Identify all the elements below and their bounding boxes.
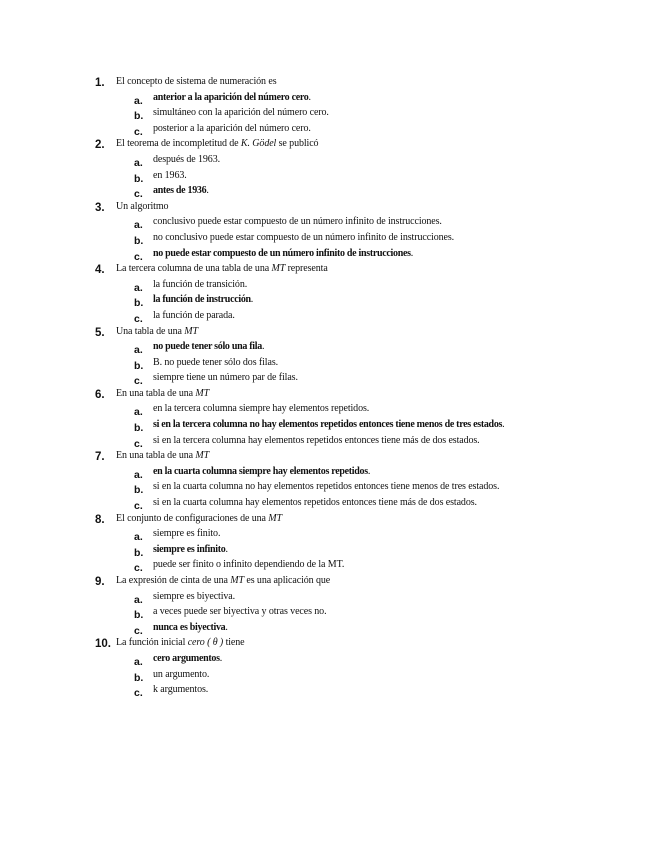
option-a xyxy=(0,528,655,544)
option-b xyxy=(0,107,655,123)
question-1 xyxy=(0,76,655,138)
question-text-math: cero ( θ ) xyxy=(187,637,224,649)
option-c xyxy=(0,497,655,513)
option-text xyxy=(153,435,480,446)
option-text-main: en la tercera columna siempre hay elementos repetidos. xyxy=(153,403,370,415)
option-letter: b. xyxy=(134,297,144,310)
question-number: 1. xyxy=(95,77,105,89)
option-text-main: puede ser finito o infinito dependiendo de la MT. xyxy=(153,559,345,571)
question-text xyxy=(116,263,328,274)
option-letter: c. xyxy=(134,500,143,513)
option-text-period: . xyxy=(502,419,505,431)
question-text-math: MT xyxy=(195,387,210,399)
option-a xyxy=(0,466,655,482)
question-stem xyxy=(0,388,655,404)
option-letter: a. xyxy=(134,281,143,294)
option-letter: a. xyxy=(134,344,143,357)
question-stem xyxy=(0,76,655,92)
question-text-math: MT xyxy=(230,575,244,586)
option-letter: a. xyxy=(134,406,143,419)
option-text-main: simultáneo con la aparición del número cero. xyxy=(153,107,329,119)
option-letter: b. xyxy=(134,546,144,559)
option-text xyxy=(153,528,220,539)
option-a xyxy=(0,279,655,295)
question-text-pre: La expresión de cinta de una xyxy=(116,575,231,586)
question-text-pre: En una tabla de una xyxy=(116,387,196,399)
option-letter: c. xyxy=(134,687,143,700)
option-text-main: B. no puede tener sólo dos filas. xyxy=(153,356,279,368)
option-a xyxy=(0,216,655,232)
option-text xyxy=(153,497,477,508)
question-stem xyxy=(0,263,655,279)
option-letter: b. xyxy=(134,484,144,497)
option-b xyxy=(0,357,655,373)
option-b xyxy=(0,419,655,435)
option-text xyxy=(153,279,247,290)
option-text-main: la función de transición. xyxy=(153,278,248,290)
question-number: 2. xyxy=(95,139,105,152)
question-text-pre: Un algoritmo xyxy=(116,200,169,212)
question-text xyxy=(116,513,282,524)
option-text-main: si en la tercera columna no hay elementos repetidos entonces tiene menos de tres estados xyxy=(153,419,503,431)
question-stem xyxy=(0,201,655,217)
option-letter: a. xyxy=(134,156,143,169)
option-text xyxy=(153,481,499,492)
option-b xyxy=(0,294,655,310)
option-c xyxy=(0,185,655,201)
option-b xyxy=(0,544,655,560)
question-number: 10. xyxy=(95,638,111,651)
option-text xyxy=(153,216,442,227)
question-text-pre: La función inicial xyxy=(116,637,188,649)
quiz-document xyxy=(0,76,655,700)
option-letter: b. xyxy=(134,671,144,684)
option-letter: c. xyxy=(134,375,143,388)
question-text xyxy=(116,637,245,648)
option-c xyxy=(0,248,655,264)
question-9 xyxy=(0,575,655,637)
option-text xyxy=(153,372,298,383)
option-letter: a. xyxy=(134,468,143,481)
option-text xyxy=(153,606,326,617)
option-text-main: un argumento. xyxy=(153,668,210,680)
question-10 xyxy=(0,637,655,699)
option-text xyxy=(153,123,311,134)
option-letter: c. xyxy=(134,437,143,450)
option-a xyxy=(0,653,655,669)
question-4 xyxy=(0,263,655,325)
question-text xyxy=(116,201,168,212)
question-text-pre: La tercera columna de una tabla de una xyxy=(116,263,272,275)
option-a xyxy=(0,154,655,170)
option-text xyxy=(153,154,220,165)
option-text-main: después de 1963. xyxy=(153,153,220,165)
option-text-main: si en la cuarta columna no hay elementos repetidos entonces tiene menos de tres estados. xyxy=(153,481,500,493)
option-c xyxy=(0,372,655,388)
option-text-period: . xyxy=(206,185,209,197)
option-text-period: . xyxy=(261,341,265,353)
question-text-math: MT xyxy=(184,325,198,337)
option-letter: c. xyxy=(134,250,143,263)
option-text-main: si en la cuarta columna hay elementos repetidos entonces tiene más de dos estados. xyxy=(153,497,477,509)
question-8 xyxy=(0,513,655,575)
option-letter: b. xyxy=(134,110,144,123)
question-text-post: representa xyxy=(285,263,328,275)
option-text xyxy=(153,591,235,602)
question-text xyxy=(116,76,277,87)
option-letter: a. xyxy=(134,593,143,606)
question-text xyxy=(116,138,318,149)
option-text-period: . xyxy=(367,465,371,477)
option-b xyxy=(0,481,655,497)
option-text-correct xyxy=(153,466,370,477)
question-text-math: MT xyxy=(271,263,286,275)
option-text-correct xyxy=(153,294,253,305)
option-text-main: antes de 1936 xyxy=(153,185,207,197)
question-stem xyxy=(0,450,655,466)
question-text xyxy=(116,450,209,461)
option-text-correct xyxy=(153,544,228,555)
question-text xyxy=(116,388,209,399)
option-text xyxy=(153,559,344,570)
option-text xyxy=(153,669,209,680)
option-text-period: . xyxy=(219,652,222,664)
option-c xyxy=(0,559,655,575)
question-number: 3. xyxy=(95,201,105,214)
option-text-correct xyxy=(153,622,228,633)
question-text xyxy=(116,326,198,337)
question-text-post: se publicó xyxy=(276,138,319,150)
question-6 xyxy=(0,388,655,450)
question-3 xyxy=(0,201,655,263)
option-text xyxy=(153,310,235,321)
question-stem xyxy=(0,326,655,342)
question-number: 8. xyxy=(95,513,105,526)
option-text-correct xyxy=(153,653,222,664)
option-a xyxy=(0,591,655,607)
option-c xyxy=(0,435,655,451)
option-text-main: siempre es infinito xyxy=(153,543,226,555)
option-text-period: . xyxy=(308,91,311,103)
option-text xyxy=(153,232,454,243)
option-text-correct xyxy=(153,248,413,259)
option-text-main: siempre es biyectiva. xyxy=(153,590,236,602)
option-text-main: en la cuarta columna siempre hay elementos repetidos xyxy=(153,465,368,477)
option-a xyxy=(0,92,655,108)
question-number: 7. xyxy=(95,451,105,464)
question-number: 6. xyxy=(95,388,105,401)
option-a xyxy=(0,403,655,419)
question-text-pre: En una tabla de una xyxy=(116,450,196,462)
question-text-post: tiene xyxy=(223,637,245,649)
option-b xyxy=(0,170,655,186)
option-text-main: nunca es biyectiva xyxy=(153,621,226,633)
question-number: 5. xyxy=(95,326,105,339)
question-stem xyxy=(0,513,655,529)
question-text xyxy=(116,575,330,586)
option-text-main: siempre es finito. xyxy=(153,528,221,540)
option-text xyxy=(153,403,369,414)
question-number: 4. xyxy=(95,264,105,277)
question-text-pre: El concepto de sistema de numeración es xyxy=(116,76,277,87)
option-text-period: . xyxy=(250,294,253,306)
option-text xyxy=(153,357,278,368)
option-letter: a. xyxy=(134,94,143,107)
question-stem xyxy=(0,138,655,154)
option-letter: b. xyxy=(134,359,144,372)
option-text-correct xyxy=(153,185,209,196)
option-a xyxy=(0,341,655,357)
option-letter: c. xyxy=(134,125,143,138)
option-text-main: k argumentos. xyxy=(153,684,209,696)
option-text-period: . xyxy=(225,543,228,555)
option-letter: b. xyxy=(134,422,144,435)
option-letter: b. xyxy=(134,234,144,247)
option-letter: b. xyxy=(134,172,144,185)
option-letter: a. xyxy=(134,655,143,668)
option-c xyxy=(0,622,655,638)
option-c xyxy=(0,310,655,326)
option-text-main: no puede tener sólo una fila xyxy=(153,341,262,353)
question-number: 9. xyxy=(95,576,105,588)
option-text xyxy=(153,170,187,181)
option-text-main: la función de parada. xyxy=(153,309,235,321)
question-5 xyxy=(0,326,655,388)
option-text-correct xyxy=(153,92,311,103)
question-text-math: MT xyxy=(195,450,210,462)
option-text-period: . xyxy=(225,621,228,633)
option-text xyxy=(153,684,208,695)
question-text-pre: El conjunto de configuraciones de una xyxy=(116,512,269,524)
option-letter: c. xyxy=(134,312,143,325)
question-text-math: MT xyxy=(268,512,282,524)
option-text-correct xyxy=(153,419,504,430)
option-c xyxy=(0,684,655,700)
option-text-main: en 1963. xyxy=(153,169,187,181)
option-c xyxy=(0,123,655,139)
option-b xyxy=(0,669,655,685)
option-text-main: anterior a la aparición del número cero xyxy=(153,91,309,103)
option-letter: c. xyxy=(134,624,143,637)
option-text-main: conclusivo puede estar compuesto de un número infinito de instrucciones. xyxy=(153,216,442,228)
question-text-post: es una aplicación que xyxy=(243,575,331,586)
option-letter: c. xyxy=(134,188,143,201)
option-letter: b. xyxy=(134,609,144,622)
question-7 xyxy=(0,450,655,512)
option-letter: c. xyxy=(134,562,143,575)
option-text-period: . xyxy=(410,247,413,259)
option-text-main: siempre tiene un número par de filas. xyxy=(153,372,298,384)
option-text xyxy=(153,107,329,118)
option-letter: a. xyxy=(134,219,143,232)
question-2 xyxy=(0,138,655,200)
option-b xyxy=(0,232,655,248)
option-text-main: no puede estar compuesto de un número infinito de instrucciones xyxy=(153,247,411,259)
question-text-math: K. Gödel xyxy=(240,138,277,150)
option-text-main: a veces puede ser biyectiva y otras veces no. xyxy=(153,606,327,618)
option-b xyxy=(0,606,655,622)
option-letter: a. xyxy=(134,531,143,544)
option-text-main: posterior a la aparición del número cero. xyxy=(153,122,311,134)
question-stem xyxy=(0,637,655,653)
question-stem xyxy=(0,575,655,591)
question-text-pre: El teorema de incompletitud de xyxy=(116,138,241,150)
option-text-correct xyxy=(153,341,264,352)
question-text-pre: Una tabla de una xyxy=(116,325,185,337)
option-text-main: si en la tercera columna hay elementos repetidos entonces tiene más de dos estados. xyxy=(153,434,480,446)
option-text-main: no conclusivo puede estar compuesto de un número infinito de instrucciones. xyxy=(153,231,455,243)
option-text-main: la función de instrucción xyxy=(153,294,251,306)
option-text-main: cero argumentos xyxy=(153,652,220,664)
